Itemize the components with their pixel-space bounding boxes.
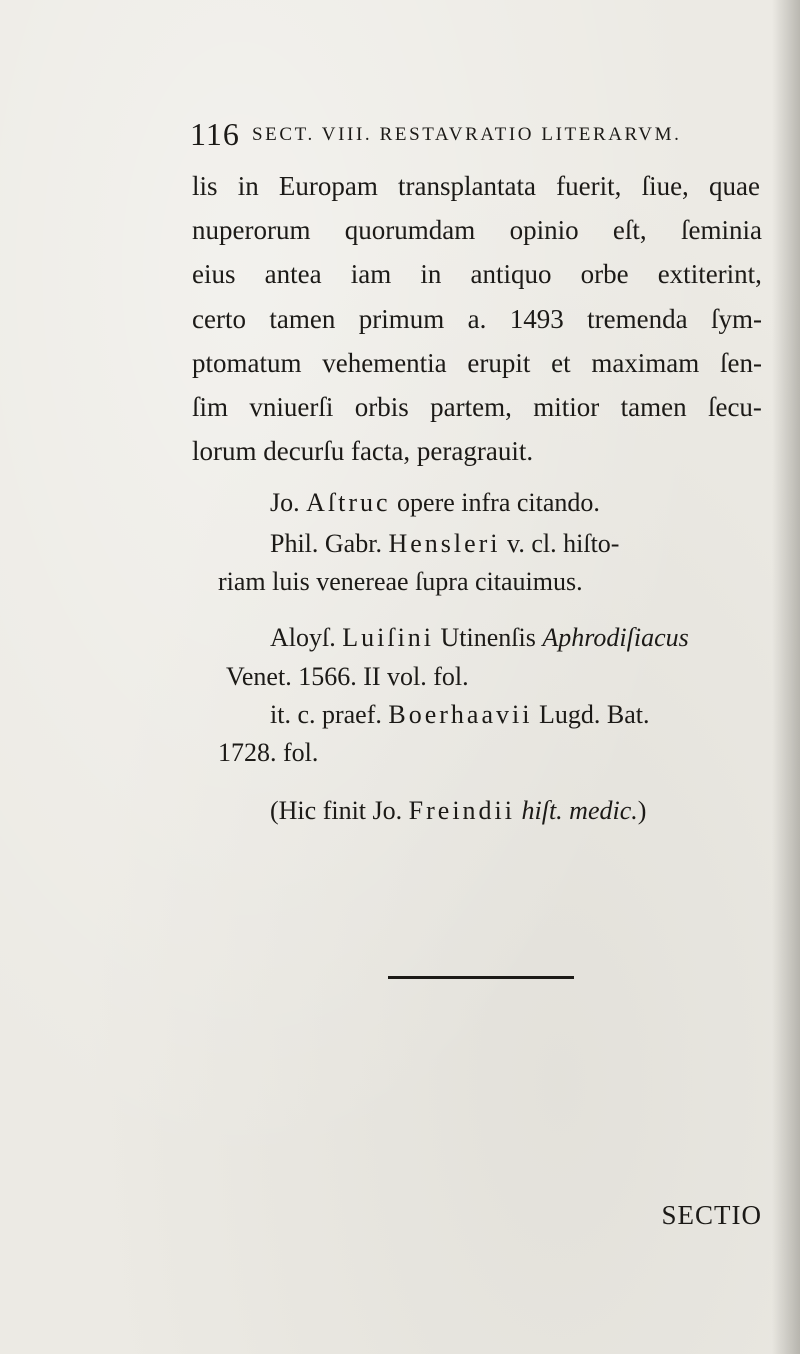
reference-line: 1728. fol.: [218, 738, 319, 767]
author-prefix: Jo.: [270, 488, 300, 517]
body-line: lis in Europam transplantata fuerit, ſiue, quae: [192, 171, 760, 201]
body-line: eius antea iam in antiquo orbe extiterint,: [192, 259, 762, 289]
closing-text: (Hic finit Jo.: [270, 796, 403, 825]
body-line: nuperorum quorumdam opinio eſt, ſeminia: [192, 215, 762, 245]
author-place: Utinenſis: [440, 623, 536, 652]
running-head: SECT. VIII. RESTAVRATIO LITERARVM.: [252, 124, 682, 145]
page-edge-shadow: [772, 0, 800, 1354]
author-name: Luiſini: [342, 623, 435, 652]
body-line: ſim vniuerſi orbis partem, mitior tamen ſecu-: [192, 392, 762, 422]
author-prefix: Aloyſ.: [270, 623, 336, 652]
page-header: [190, 112, 770, 152]
reference-line: Venet. 1566. II vol. fol.: [226, 662, 469, 691]
catchword: SECTIO: [661, 1200, 762, 1230]
reference-text: opere infra citando.: [397, 488, 600, 517]
author-name: Boerhaavii: [388, 700, 533, 729]
body-line: certo tamen primum a. 1493 tremenda ſym-: [192, 304, 762, 334]
body-line: lorum decurſu facta, peragrauit.: [192, 436, 534, 466]
body-line: ptomatum vehementia erupit et maximam ſen-: [192, 348, 762, 378]
reference-text: v. cl. hiſto-: [507, 529, 620, 558]
reference-text: it. c. praef.: [270, 700, 382, 729]
reference-line: riam luis venereae ſupra citauimus.: [218, 567, 583, 596]
page-number: 116: [190, 116, 240, 152]
author-name: Freindii: [408, 796, 515, 825]
section-end-rule: [388, 976, 574, 979]
work-title: hiſt. medic.: [521, 796, 638, 825]
author-prefix: Phil. Gabr.: [270, 529, 382, 558]
closing-paren: ): [637, 796, 647, 825]
author-name: Aſtruc: [306, 488, 391, 517]
reference-text: Lugd. Bat.: [538, 700, 650, 729]
author-name: Hensleri: [388, 529, 501, 558]
work-title: Aphrodiſiacus: [542, 623, 689, 652]
